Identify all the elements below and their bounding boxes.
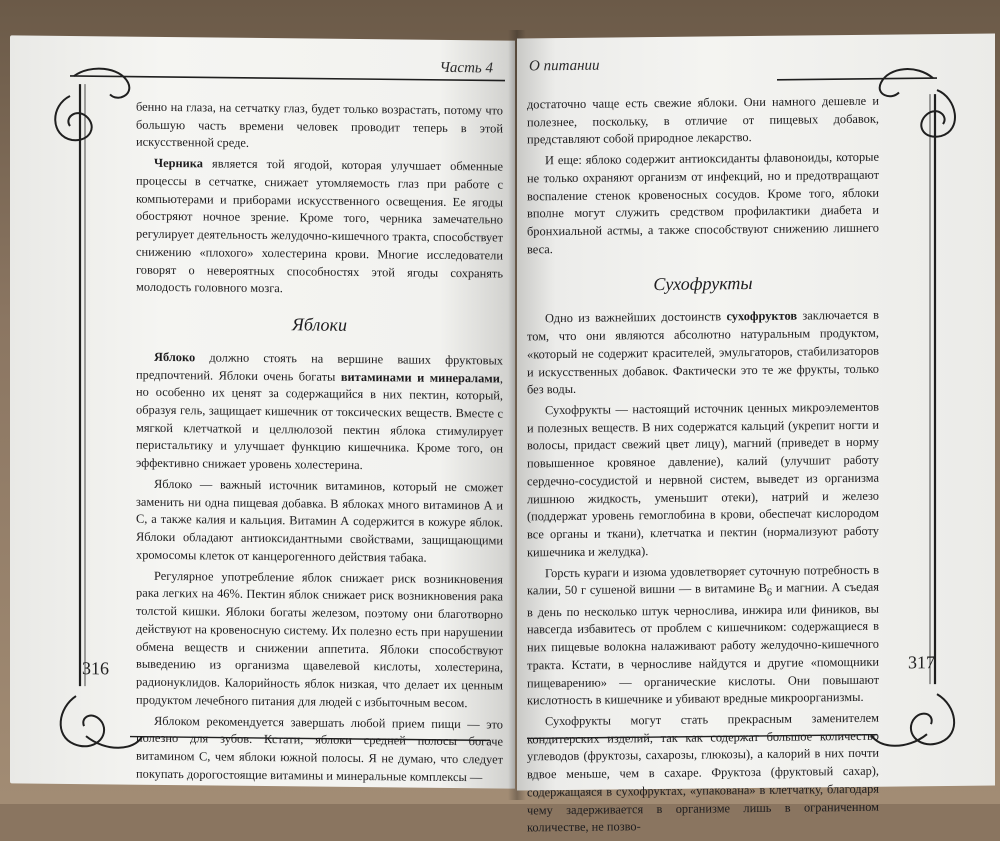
right-text-column <box>527 93 879 841</box>
right-running-head: О питании <box>529 57 600 75</box>
dried-p3-pre: Горсть кураги и изюма удовлетворяет суточную потребность в калии, 50 г сушеной вишни — в витамине В <box>527 562 879 598</box>
left-text-column <box>136 99 503 790</box>
apples-p1-bold: витаминами и минералами <box>340 369 500 386</box>
vitamin-subscript: 6 <box>766 587 773 599</box>
apples-heading: Яблоки <box>292 314 347 335</box>
dried-p1-post: заключается в том, что они являются абсолютно натуральным продуктом, «который не содержит красителей, эмульгаторов, стабилизаторов и искусственных добавок. Фактически это те же фрукты, только без воды. <box>527 308 879 397</box>
dried-paragraph-2: Сухофрукты — настоящий источник ценных микроэлементов и полезных веществ. В них содержатся кальций (укрепит ногти и волосы, придаст свежий цвет лицу), магний (приведет в норму повышенное кровяное давление), калий (улучшит работу сердечно-сосудистой и нервной систем, выведет из организма лишнюю жидкость, уменьшит отеки), натрий и железо (поддержат уровень гемоглобина в крови, обеспечат кислородом все органы и ткани), клетчатка и пектин (нормализуют работу кишечника и желудка). <box>527 399 879 560</box>
dried-paragraph-1 <box>527 307 879 399</box>
left-running-head: Часть 4 <box>439 59 493 77</box>
dried-p1-bold: сухофруктов <box>726 308 798 324</box>
blueberry-term: Черника <box>154 156 203 171</box>
left-intro-continuation: бенно на глаза, на сетчатку глаз, будет только возрастать, потому что большую часть времени человек проводит теперь в этой искусственной среде. <box>136 99 503 151</box>
right-paragraph-2: И еще: яблоко содержит антиоксиданты флавоноиды, которые не только охраняют организм от инфекций, но и предотвращают воспаление стенок кровеносных сосудов. Кроме того, яблоки вполне могут служить средством профилактики диабета и бронхиальной астмы, а также способствуют снижению лишнего веса. <box>527 149 879 257</box>
apples-paragraph-2: Яблоко — важный источник витаминов, который не сможет заменить ни одна пищевая добавка. В яблоках много витаминов А и С, а также калия и кальция. Витамин А содержится в кожуре яблок. Яблоки обладают антиоксидантными свойствами, защищающими хромосомы клеток от канцерогенного действия табака. <box>136 476 503 565</box>
right-page-number: 317 <box>908 652 935 673</box>
left-page <box>10 35 515 788</box>
left-page-number: 316 <box>82 658 109 679</box>
dried-paragraph-4: Сухофрукты могут стать прекрасным заменителем кондитерских изделий, так как содержат большое количество углеводов (фруктозы, сахарозы, глюкозы), а калорий в них почти вдвое меньше, чем в сахаре. Фруктоза (фруктовый сахар), содержащаяся в сухофруктах, «упакована» в клетчатку, благодаря чему задерживается в организме лишь в ограниченном количестве, не позво- <box>527 710 879 835</box>
apples-paragraph-1 <box>136 348 503 476</box>
apples-p1-pre: должно стоять на вершине ваших фруктовых предпочтений. Яблоки очень богаты <box>136 350 503 384</box>
blueberry-paragraph <box>136 155 503 301</box>
apples-paragraph-4: Яблоком рекомендуется завершать любой прием пищи — это полезно для зубов. Кстати, яблоки средней полосы богаче витамином С, чем яблоки южной полосы. Я не думаю, что следует покупать дорогостоящие витамины и минеральные комплексы — <box>136 713 503 785</box>
dried-p3-post: и магнии. А съедая в день по несколько штук чернослива, инжира или фиников, вы навсегда избавитесь от проблем с кишечником: содержащиеся в них пищевые волокна налаживают работу желудочно-кишечного тракта. Кстати, в черносливе найдутся и другие «помощники пищеварению» — органические кислоты. Они повышают кислотность в кишечнике и убивают вредные микроорганизмы. <box>527 580 879 708</box>
apples-p1-post: , но особенно их ценят за содержащийся в них пектин, который, образуя гель, защищает кишечник от токсических веществ. Вместе с мягкой клетчаткой и целлюлозой пектин яблока стимулирует перистальтику и улучшает функцию кишечника. Кроме того, он эффективно снижает уровень холестерина. <box>136 371 503 473</box>
dried-paragraph-3 <box>527 561 879 710</box>
dried-p1-pre: Одно из важнейших достоинств <box>545 309 727 326</box>
apples-paragraph-3: Регулярное употребление яблок снижает риск возникновения рака легких на 46%. Пектин яблок снижает риск возникновения рака толстой кишки. Яблоки богаты железом, поэтому они благотворно действуют на кровеносную систему. Их полезно есть при нарушении обмена веществ и снижении аппетита. Яблоки способствуют выведению из организма щавелевой кислоты, холестерина, радионуклидов. Калорийность яблок низкая, что делает их ценным продуктом лечебного питания для людей с избыточным весом. <box>136 568 503 710</box>
dried-fruits-heading: Сухофрукты <box>653 272 753 294</box>
apple-term: Яблоко <box>154 349 196 365</box>
right-paragraph-1: достаточно чаще есть свежие яблоки. Они намного дешевле и полезнее, поскольку, в отличие от пищевых добавок, представляют собой природное лекарство. <box>527 93 879 147</box>
blueberry-text: является той ягодой, которая улучшает обменные процессы в сетчатке, снижает утомляемость глаз при работе с компьютерами и приборами искусственного освещения. Ее ягоды обостряют ночное зрение. Кроме того, черника замечательно регулирует деятельность желудочно-кишечного тракта, способствует снижению «плохого» холестерина крови. Многие исследователи говорят о невероятных способностях этой ягоды сохранять молодость головного мозга. <box>136 156 503 296</box>
right-page <box>517 33 995 835</box>
